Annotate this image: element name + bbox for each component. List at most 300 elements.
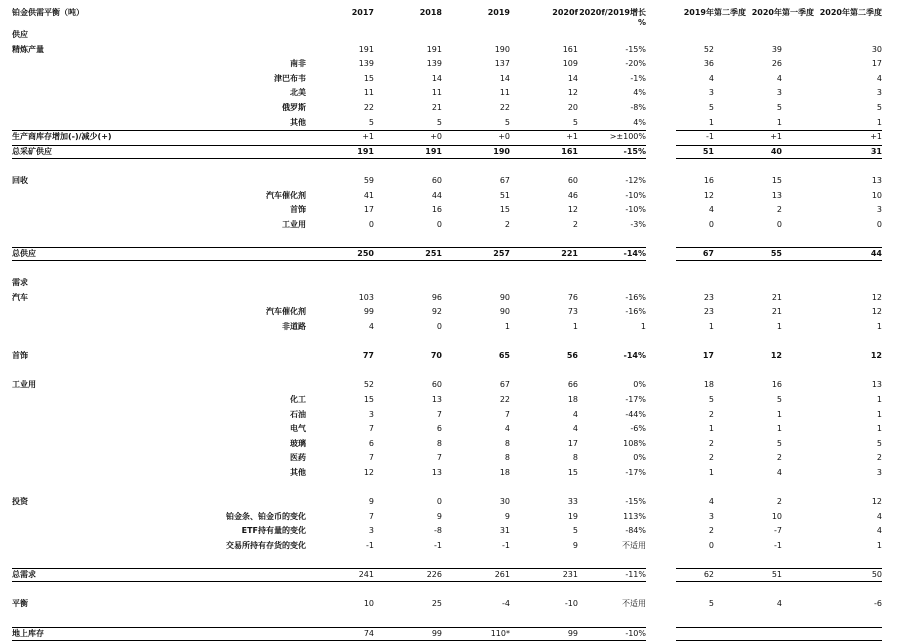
table-cell: 7 xyxy=(368,453,374,462)
table-cell: 14 xyxy=(567,74,578,83)
table-cell: 12 xyxy=(871,307,882,316)
table-cell: -1 xyxy=(706,132,714,141)
row-label: 工业用 xyxy=(12,380,36,389)
table-cell: -6% xyxy=(630,424,646,433)
table-cell: -4 xyxy=(502,599,510,608)
table-cell: 1 xyxy=(876,424,882,433)
table-cell: 33 xyxy=(567,497,578,506)
table-cell: -17% xyxy=(625,468,646,477)
table-cell: -8 xyxy=(434,526,442,535)
table-cell: 2 xyxy=(876,453,882,462)
table-cell: 65 xyxy=(498,351,510,360)
table-cell: 52 xyxy=(363,380,374,389)
rule-line xyxy=(676,627,882,628)
table-cell: 4 xyxy=(876,526,882,535)
table-cell: 30 xyxy=(499,497,510,506)
row-label: 地上库存 xyxy=(12,629,44,638)
table-cell: 4 xyxy=(572,410,578,419)
table-cell: 8 xyxy=(504,453,510,462)
table-cell: 70 xyxy=(430,351,442,360)
table-cell: 15 xyxy=(363,395,374,404)
table-cell: 66 xyxy=(567,380,578,389)
table-cell: 191 xyxy=(358,45,374,54)
table-cell: -10% xyxy=(625,205,646,214)
table-cell: 4 xyxy=(708,205,714,214)
column-header: % xyxy=(637,18,646,27)
table-cell: 30 xyxy=(871,45,882,54)
table-cell: 1 xyxy=(876,541,882,550)
table-cell: 2 xyxy=(776,497,782,506)
table-cell: 7 xyxy=(436,453,442,462)
row-label: 首饰 xyxy=(290,205,306,214)
table-cell: 67 xyxy=(499,380,510,389)
table-cell: 25 xyxy=(431,599,442,608)
table-cell: 5 xyxy=(708,599,714,608)
table-cell: 1 xyxy=(708,118,714,127)
column-header: 2018 xyxy=(419,8,442,17)
table-cell: 1 xyxy=(504,322,510,331)
table-cell: 不适用 xyxy=(622,541,646,550)
table-cell: 4 xyxy=(368,322,374,331)
column-header: 2020年第二季度 xyxy=(819,8,882,17)
table-cell: 4 xyxy=(876,74,882,83)
table-cell: -15% xyxy=(623,147,646,156)
table-cell: 4 xyxy=(572,424,578,433)
table-cell: 90 xyxy=(499,293,510,302)
row-label: 投资 xyxy=(12,497,28,506)
rule-line xyxy=(676,568,882,569)
table-cell: 60 xyxy=(431,380,442,389)
table-cell: -16% xyxy=(625,293,646,302)
table-cell: 50 xyxy=(871,570,882,579)
table-cell: 250 xyxy=(357,249,374,258)
table-cell: 52 xyxy=(703,45,714,54)
table-cell: 241 xyxy=(358,570,374,579)
table-cell: 8 xyxy=(436,439,442,448)
row-label: 首饰 xyxy=(12,351,28,360)
table-cell: 1 xyxy=(572,322,578,331)
column-header: 2019 xyxy=(487,8,510,17)
table-cell: -10% xyxy=(625,191,646,200)
table-cell: +1 xyxy=(566,132,578,141)
table-cell: 22 xyxy=(363,103,374,112)
table-cell: 67 xyxy=(499,176,510,185)
table-cell: -16% xyxy=(625,307,646,316)
table-cell: 0% xyxy=(633,380,646,389)
table-cell: -84% xyxy=(625,526,646,535)
table-cell: 109 xyxy=(562,59,578,68)
table-cell: 231 xyxy=(562,570,578,579)
table-cell: 4 xyxy=(776,599,782,608)
table-cell: 7 xyxy=(368,512,374,521)
row-label: 汽车催化剂 xyxy=(266,191,306,200)
table-cell: 13 xyxy=(871,176,882,185)
table-cell: >±100% xyxy=(609,132,646,141)
row-label: 总供应 xyxy=(12,249,36,258)
rule-line xyxy=(12,581,646,582)
table-cell: +1 xyxy=(362,132,374,141)
table-cell: 2 xyxy=(776,205,782,214)
rule-line xyxy=(676,581,882,582)
rule-line xyxy=(12,568,646,569)
table-cell: 46 xyxy=(567,191,578,200)
rule-line xyxy=(676,158,882,159)
table-cell: 0 xyxy=(436,322,442,331)
table-cell: 5 xyxy=(572,526,578,535)
table-cell: 11 xyxy=(363,88,374,97)
table-cell: 60 xyxy=(567,176,578,185)
table-cell: 17 xyxy=(702,351,714,360)
table-cell: 2 xyxy=(776,453,782,462)
row-label: 其他 xyxy=(290,468,306,477)
row-label: 俄罗斯 xyxy=(282,103,306,112)
table-cell: 18 xyxy=(703,380,714,389)
table-cell: 15 xyxy=(771,176,782,185)
table-cell: 96 xyxy=(431,293,442,302)
table-cell: 191 xyxy=(425,147,442,156)
table-cell: -1% xyxy=(630,74,646,83)
row-label: 南非 xyxy=(290,59,306,68)
table-cell: 0 xyxy=(776,220,782,229)
table-cell: 0 xyxy=(708,220,714,229)
column-header: 2019年第二季度 xyxy=(683,8,746,17)
row-label: 电气 xyxy=(290,424,306,433)
table-cell: -1 xyxy=(434,541,442,550)
table-cell: 8 xyxy=(572,453,578,462)
table-cell: -7 xyxy=(774,526,782,535)
row-label: 回收 xyxy=(12,176,28,185)
table-cell: -1 xyxy=(774,541,782,550)
table-cell: 1 xyxy=(876,410,882,419)
table-cell: +1 xyxy=(870,132,882,141)
table-cell: 226 xyxy=(426,570,442,579)
table-cell: 3 xyxy=(368,526,374,535)
table-cell: +0 xyxy=(498,132,510,141)
table-cell: 1 xyxy=(776,410,782,419)
row-label: 交易所持有存货的变化 xyxy=(226,541,306,550)
table-cell: 13 xyxy=(431,395,442,404)
table-cell: 1 xyxy=(776,424,782,433)
table-cell: 40 xyxy=(770,147,782,156)
table-cell: -6 xyxy=(874,599,882,608)
rule-line xyxy=(12,247,646,248)
table-cell: 0 xyxy=(436,497,442,506)
table-cell: 21 xyxy=(771,307,782,316)
table-cell: 1 xyxy=(708,424,714,433)
table-cell: 18 xyxy=(567,395,578,404)
table-cell: -1 xyxy=(366,541,374,550)
table-cell: 1 xyxy=(776,322,782,331)
table-cell: 251 xyxy=(425,249,442,258)
table-cell: 9 xyxy=(572,541,578,550)
table-cell: 137 xyxy=(494,59,510,68)
table-cell: 4 xyxy=(876,512,882,521)
table-cell: 5 xyxy=(368,118,374,127)
column-header: 2020年第一季度 xyxy=(751,8,814,17)
table-cell: 99 xyxy=(431,629,442,638)
table-cell: 74 xyxy=(363,629,374,638)
table-cell: 0 xyxy=(876,220,882,229)
table-cell: 2 xyxy=(572,220,578,229)
table-cell: 6 xyxy=(436,424,442,433)
table-cell: 16 xyxy=(771,380,782,389)
table-cell: 22 xyxy=(499,395,510,404)
row-label: 汽车 xyxy=(12,293,28,302)
table-cell: -15% xyxy=(625,45,646,54)
table-cell: 10 xyxy=(771,512,782,521)
table-cell: 110* xyxy=(490,629,510,638)
table-cell: -10 xyxy=(564,599,578,608)
table-cell: 1 xyxy=(708,468,714,477)
table-cell: +0 xyxy=(430,132,442,141)
table-cell: 0 xyxy=(368,220,374,229)
table-cell: 2 xyxy=(708,410,714,419)
table-cell: 21 xyxy=(771,293,782,302)
row-label: 医药 xyxy=(290,453,306,462)
table-cell: 191 xyxy=(357,147,374,156)
table-cell: 9 xyxy=(504,512,510,521)
table-cell: 4 xyxy=(776,468,782,477)
row-label: 精炼产量 xyxy=(12,45,44,54)
table-cell: 99 xyxy=(363,307,374,316)
table-cell: -8% xyxy=(630,103,646,112)
table-cell: 7 xyxy=(504,410,510,419)
table-cell: 90 xyxy=(499,307,510,316)
table-cell: 12 xyxy=(363,468,374,477)
table-cell: 5 xyxy=(436,118,442,127)
table-cell: 14 xyxy=(431,74,442,83)
table-cell: 39 xyxy=(771,45,782,54)
table-cell: 108% xyxy=(623,439,646,448)
table-cell: 17 xyxy=(363,205,374,214)
table-cell: 3 xyxy=(368,410,374,419)
table-cell: 21 xyxy=(431,103,442,112)
row-label: 铂金条、铂金币的变化 xyxy=(226,512,306,521)
table-cell: 15 xyxy=(363,74,374,83)
table-cell: 5 xyxy=(776,103,782,112)
rule-line xyxy=(12,260,646,261)
table-cell: 16 xyxy=(703,176,714,185)
table-cell: 31 xyxy=(499,526,510,535)
table-cell: 51 xyxy=(771,570,782,579)
table-cell: 18 xyxy=(499,468,510,477)
table-cell: 139 xyxy=(358,59,374,68)
table-cell: 99 xyxy=(567,629,578,638)
table-cell: 10 xyxy=(871,191,882,200)
table-cell: 190 xyxy=(494,45,510,54)
row-label: 非道路 xyxy=(282,322,306,331)
table-cell: 67 xyxy=(702,249,714,258)
table-cell: 23 xyxy=(703,307,714,316)
table-cell: 139 xyxy=(426,59,442,68)
row-label: 石油 xyxy=(290,410,306,419)
table-cell: 59 xyxy=(363,176,374,185)
row-label: 供应 xyxy=(12,30,28,39)
table-cell: 不适用 xyxy=(622,599,646,608)
table-cell: 4% xyxy=(633,118,646,127)
table-cell: 13 xyxy=(431,468,442,477)
table-cell: 3 xyxy=(708,512,714,521)
table-cell: 3 xyxy=(776,88,782,97)
table-cell: 103 xyxy=(358,293,374,302)
table-cell: 7 xyxy=(368,424,374,433)
table-cell: 12 xyxy=(871,293,882,302)
table-cell: 62 xyxy=(703,570,714,579)
rule-line xyxy=(676,130,882,131)
row-label: 总采矿供应 xyxy=(12,147,52,156)
table-cell: 1 xyxy=(876,118,882,127)
table-cell: -20% xyxy=(625,59,646,68)
table-cell: 19 xyxy=(567,512,578,521)
table-cell: 44 xyxy=(431,191,442,200)
table-cell: -15% xyxy=(625,497,646,506)
rule-line xyxy=(12,627,646,628)
table-cell: 0 xyxy=(708,541,714,550)
row-label: 需求 xyxy=(12,278,28,287)
table-cell: 4 xyxy=(504,424,510,433)
rule-line xyxy=(12,145,646,146)
table-cell: 3 xyxy=(708,88,714,97)
table-cell: 7 xyxy=(436,410,442,419)
table-cell: 113% xyxy=(623,512,646,521)
row-label: 玻璃 xyxy=(290,439,306,448)
table-cell: 261 xyxy=(494,570,510,579)
table-cell: 5 xyxy=(708,395,714,404)
table-cell: 9 xyxy=(368,497,374,506)
table-cell: 13 xyxy=(771,191,782,200)
table-cell: 8 xyxy=(504,439,510,448)
table-cell: 1 xyxy=(776,118,782,127)
table-cell: 257 xyxy=(493,249,510,258)
table-cell: 55 xyxy=(770,249,782,258)
rule-line xyxy=(676,247,882,248)
table-cell: 5 xyxy=(572,118,578,127)
table-cell: 51 xyxy=(702,147,714,156)
table-cell: 60 xyxy=(431,176,442,185)
table-cell: 12 xyxy=(870,351,882,360)
table-cell: -12% xyxy=(625,176,646,185)
row-label: 工业用 xyxy=(282,220,306,229)
table-cell: 3 xyxy=(876,88,882,97)
table-cell: 4 xyxy=(776,74,782,83)
row-label: 津巴布韦 xyxy=(274,74,306,83)
column-header: 2020f xyxy=(552,8,578,17)
table-cell: 14 xyxy=(499,74,510,83)
table-cell: 12 xyxy=(871,497,882,506)
table-cell: 56 xyxy=(566,351,578,360)
table-cell: 73 xyxy=(567,307,578,316)
table-cell: 13 xyxy=(871,380,882,389)
table-cell: 51 xyxy=(499,191,510,200)
table-cell: 4 xyxy=(708,497,714,506)
table-cell: 5 xyxy=(776,395,782,404)
table-cell: 161 xyxy=(562,45,578,54)
rule-line xyxy=(676,260,882,261)
table-cell: 17 xyxy=(567,439,578,448)
table-cell: 15 xyxy=(567,468,578,477)
rule-line xyxy=(12,158,646,159)
table-cell: 6 xyxy=(368,439,374,448)
table-cell: 23 xyxy=(703,293,714,302)
table-cell: 12 xyxy=(567,88,578,97)
table-cell: 77 xyxy=(362,351,374,360)
table-cell: 17 xyxy=(871,59,882,68)
table-cell: +1 xyxy=(770,132,782,141)
table-cell: 31 xyxy=(870,147,882,156)
table-cell: 12 xyxy=(567,205,578,214)
table-cell: -14% xyxy=(623,249,646,258)
table-cell: 92 xyxy=(431,307,442,316)
table-cell: -44% xyxy=(625,410,646,419)
row-label: 总需求 xyxy=(12,570,36,579)
table-cell: 191 xyxy=(426,45,442,54)
column-header: 2017 xyxy=(351,8,374,17)
table-cell: 20 xyxy=(567,103,578,112)
row-label: 平衡 xyxy=(12,599,28,608)
rule-line xyxy=(676,145,882,146)
table-cell: -11% xyxy=(625,570,646,579)
table-title: 铂金供需平衡（吨） xyxy=(12,8,84,17)
table-cell: 2 xyxy=(504,220,510,229)
table-cell: 2 xyxy=(708,526,714,535)
table-cell: 9 xyxy=(436,512,442,521)
table-cell: 2 xyxy=(708,439,714,448)
table-cell: 2 xyxy=(708,453,714,462)
row-label: 北美 xyxy=(290,88,306,97)
table-cell: 4% xyxy=(633,88,646,97)
rule-line xyxy=(12,130,646,131)
table-cell: 1 xyxy=(640,322,646,331)
table-cell: 5 xyxy=(776,439,782,448)
table-cell: 1 xyxy=(876,395,882,404)
table-cell: 12 xyxy=(770,351,782,360)
row-label: 其他 xyxy=(290,118,306,127)
row-label: 化工 xyxy=(290,395,306,404)
table-cell: 5 xyxy=(504,118,510,127)
table-cell: 5 xyxy=(708,103,714,112)
table-cell: 36 xyxy=(703,59,714,68)
table-cell: -1 xyxy=(502,541,510,550)
table-cell: 12 xyxy=(703,191,714,200)
row-label: 汽车催化剂 xyxy=(266,307,306,316)
table-cell: 5 xyxy=(876,103,882,112)
table-cell: 76 xyxy=(567,293,578,302)
table-cell: 3 xyxy=(876,468,882,477)
table-cell: 5 xyxy=(876,439,882,448)
table-cell: -14% xyxy=(623,351,646,360)
table-cell: 3 xyxy=(876,205,882,214)
row-label: ETF持有量的变化 xyxy=(241,526,306,535)
table-cell: 16 xyxy=(431,205,442,214)
column-header: 2020f/2019增长 xyxy=(579,8,646,17)
table-cell: -17% xyxy=(625,395,646,404)
table-cell: 41 xyxy=(363,191,374,200)
table-cell: 161 xyxy=(561,147,578,156)
table-cell: 1 xyxy=(876,322,882,331)
table-cell: 4 xyxy=(708,74,714,83)
table-cell: -3% xyxy=(630,220,646,229)
table-cell: 1 xyxy=(708,322,714,331)
row-label: 生产商库存增加(-)/减少(+) xyxy=(12,132,112,141)
table-cell: 221 xyxy=(561,249,578,258)
table-cell: -10% xyxy=(625,629,646,638)
table-cell: 15 xyxy=(499,205,510,214)
table-cell: 10 xyxy=(363,599,374,608)
table-cell: 26 xyxy=(771,59,782,68)
table-cell: 11 xyxy=(499,88,510,97)
table-cell: 44 xyxy=(870,249,882,258)
table-cell: 0 xyxy=(436,220,442,229)
